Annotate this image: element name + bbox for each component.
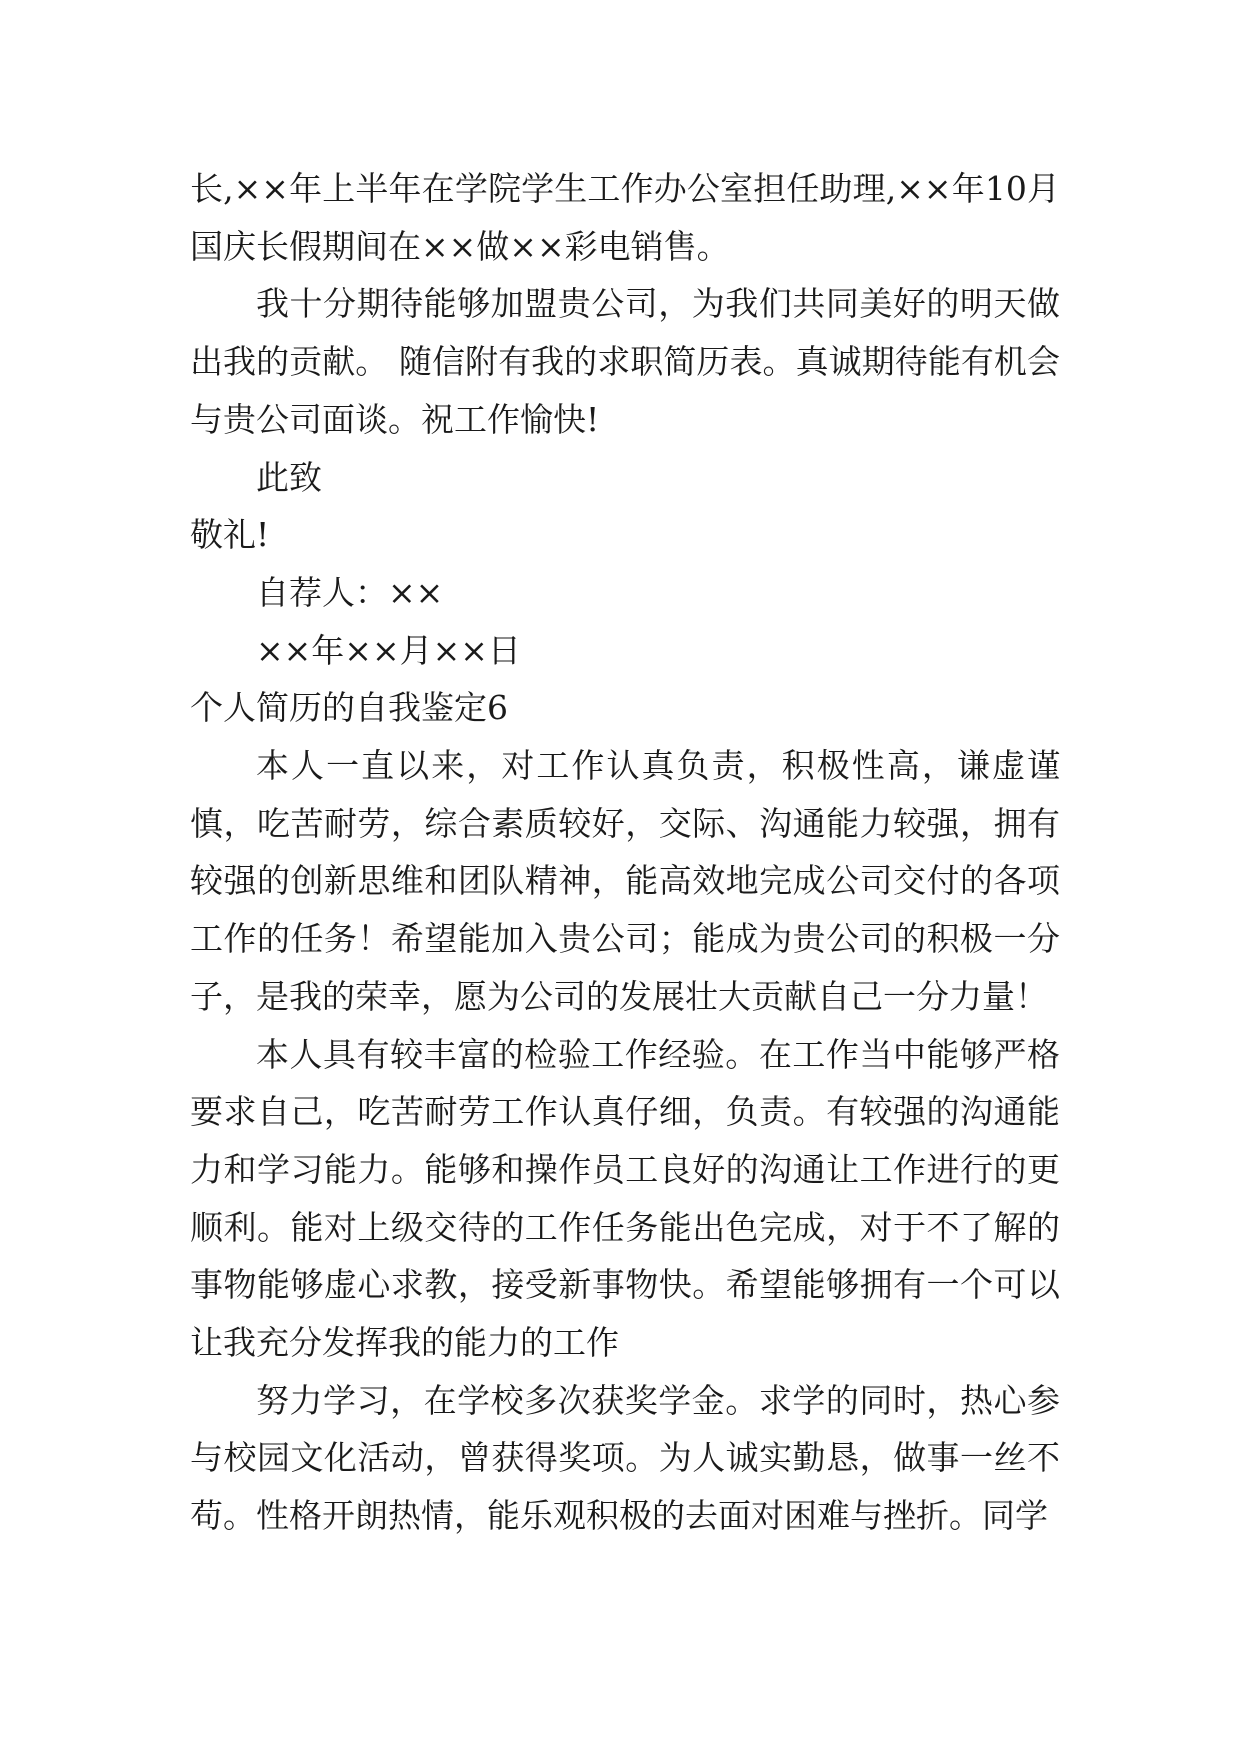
salutation-jingli: 敬礼! (190, 515, 270, 555)
date-line: ××年××月××日 (256, 630, 521, 670)
paragraph-internship-continuation: 长,××年上半年在学院学生工作办公室担任助理,××年10月国庆长假期间在××做××彩电销售。 (190, 169, 1060, 266)
salutation-cizhi: 此致 (256, 457, 322, 497)
section-heading: 个人简历的自我鉴定6 (190, 688, 508, 728)
paragraph-self-evaluation-2: 本人具有较丰富的检验工作经验。在工作当中能够严格要求自己，吃苦耐劳工作认真仔细，负责。有较强的沟通能力和学习能力。能够和操作员工良好的沟通让工作进行的更顺利。能对上级交待的工作任务能出色完成，对于不了解的事物能够虚心求教，接受新事物快。希望能够拥有一个可以让我充分发挥我的能力的工作 (190, 1034, 1060, 1363)
document-body (190, 160, 1060, 1545)
paragraph-self-evaluation-1: 本人一直以来，对工作认真负责，积极性高，谦虚谨慎，吃苦耐劳，综合素质较好，交际、沟通能力较强，拥有较强的创新思维和团队精神，能高效地完成公司交付的各项工作的任务！希望能加入贵公司；能成为贵公司的积极一分子，是我的荣幸，愿为公司的发展壮大贡献自己一分力量！ (190, 746, 1060, 1016)
paragraph-closing-wish: 我十分期待能够加盟贵公司，为我们共同美好的明天做出我的贡献。 随信附有我的求职简历表。真诚期待能有机会与贵公司面谈。祝工作愉快! (190, 284, 1060, 439)
paragraph-self-evaluation-3: 努力学习，在学校多次获奖学金。求学的同时，热心参与校园文化活动，曾获得奖项。为人诚实勤恳，做事一丝不苟。性格开朗热情，能乐观积极的去面对困难与挫折。同学 (190, 1380, 1060, 1536)
signature-line: 自荐人：×× (256, 572, 444, 612)
